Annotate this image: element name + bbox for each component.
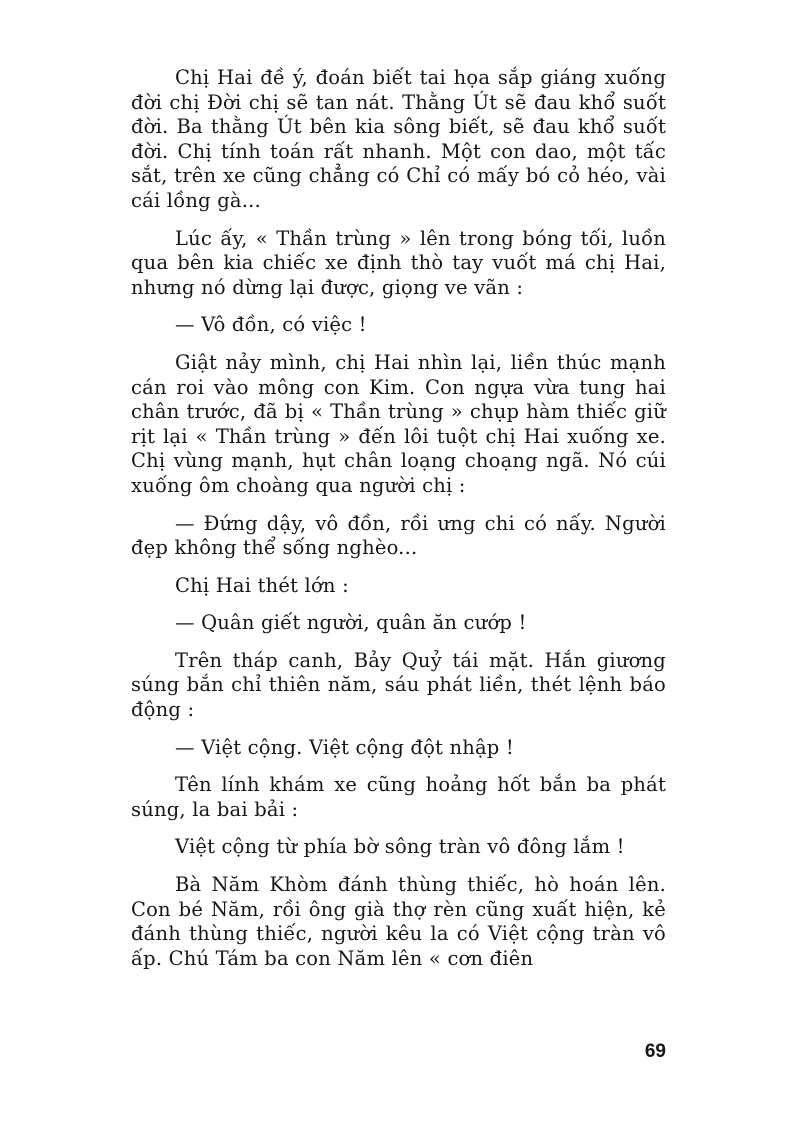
dialogue-line-1: — Vô đồn, có việc ! — [175, 313, 367, 337]
dialogue-line-4: — Việt cộng. Việt cộng đột nhập ! — [175, 735, 514, 759]
paragraph-3: Giật nảy mình, chị Hai nhìn lại, liền thúc mạnh cán roi vào mông con Kim. Con ngựa vừa tung hai chân trước, đã bị « Thần trùng » chụp hàm thiếc giữ rịt lại « Thần trùng » đến lôi tuột chị Hai xuống xe. Chị vùng mạnh, hụt chân loạng choạng ngã. Nó cúi xuống ôm choàng qua người chị : — [131, 350, 666, 497]
paragraph-1: Chị Hai đề ý, đoán biết tai họa sắp giáng xuống đời chị Đời chị sẽ tan nát. Thằng Út sẽ đau khổ suốt đời. Ba thằng Út bên kia sông biết, sẽ đau khổ suốt đời. Chị tính toán rất nhanh. Một con dao, một tấc sắt, trên xe cũng chẳng có Chỉ có mấy bó cỏ héo, vài cái lồng gà... — [131, 66, 666, 212]
shout-line: Việt cộng từ phía bờ sông tràn vô đông lắm ! — [175, 835, 625, 859]
paragraph-7: Bà Năm Khòm đánh thùng thiếc, hò hoán lên. Con bé Năm, rồi ông già thợ rèn cũng xuất hiện, kẻ đánh thùng thiếc, người kêu la có Việt cộng tràn vô ấp. Chú Tám ba con Năm lên « cơn điên — [131, 873, 666, 970]
paragraph-4: Chị Hai thét lớn : — [175, 573, 349, 597]
paragraph-2: Lúc ấy, « Thần trùng » lên trong bóng tối, luồn qua bên kia chiếc xe định thò tay vuốt má chị Hai, nhưng nó dừng lại được, giọng ve vãn : — [131, 226, 666, 299]
page-body — [131, 66, 666, 971]
paragraph-6: Tên lính khám xe cũng hoảng hốt bắn ba phát súng, la bai bải : — [131, 773, 666, 821]
dialogue-line-3: — Quân giết người, quân ăn cướp ! — [175, 611, 527, 635]
page-number: 69 — [644, 1041, 666, 1062]
paragraph-5: Trên tháp canh, Bảy Quỷ tái mặt. Hắn giương súng bắn chỉ thiên năm, sáu phát liền, thét lệnh báo động : — [131, 648, 666, 722]
dialogue-line-2: — Đứng dậy, vô đồn, rồi ưng chi có nấy. Người đẹp không thể sống nghèo... — [131, 511, 666, 560]
